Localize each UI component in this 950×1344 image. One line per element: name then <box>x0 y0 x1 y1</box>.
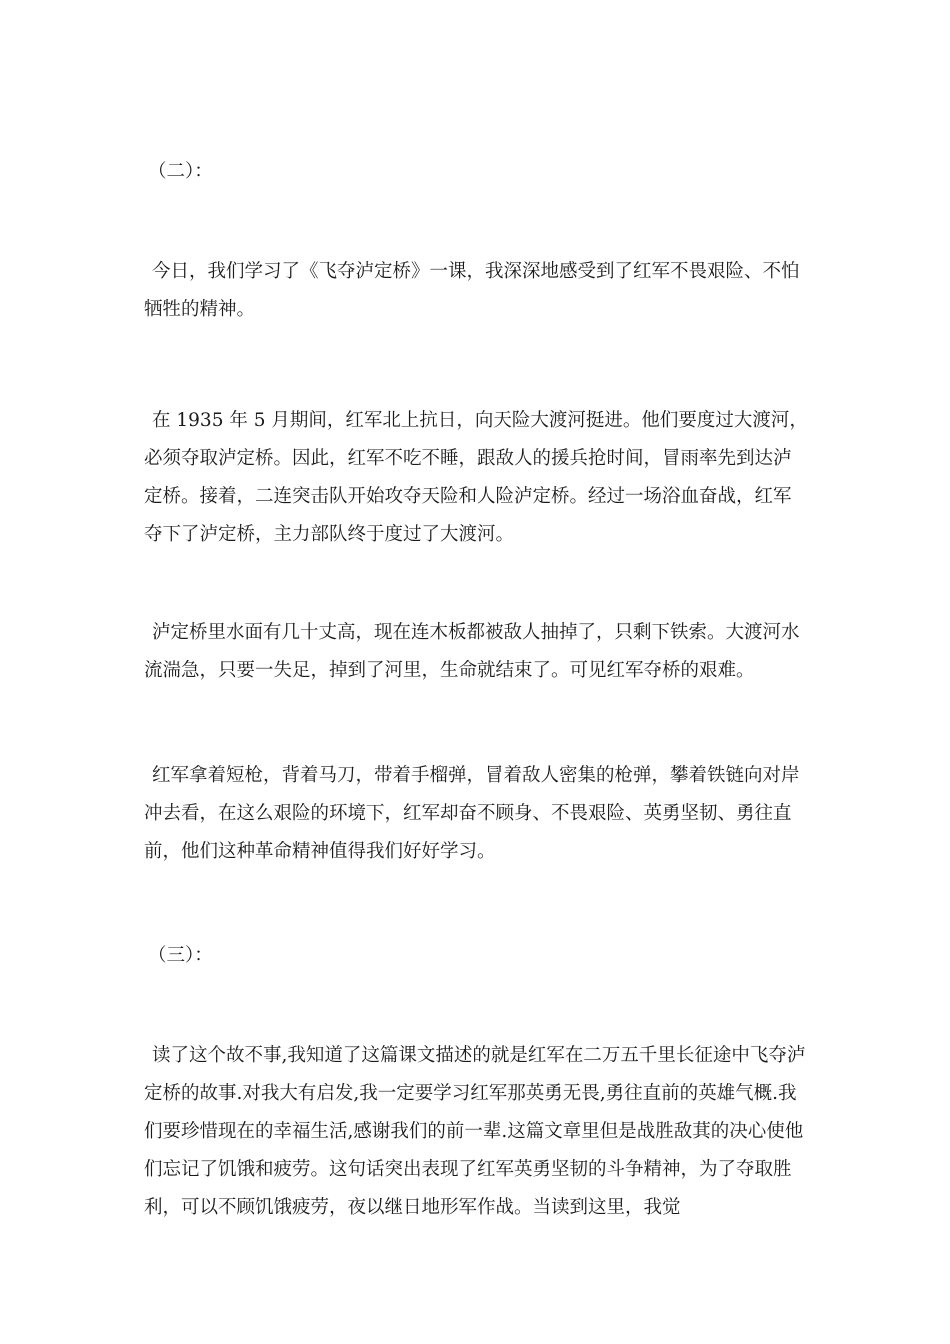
paragraph-3: 泸定桥里水面有几十丈高，现在连木板都被敌人抽掉了，只剩下铁索。大渡河水流湍急，只要一失足，掉到了河里，生命就结束了。可见红军夺桥的艰难。 <box>144 622 800 681</box>
paragraph-2: 在 1935 年 5 月期间，红军北上抗日，向天险大渡河挺进。他们要度过大渡河，必须夺取泸定桥。因此，红军不吃不睡，跟敌人的援兵抢时间，冒雨率先到达泸定桥。接着，二连突击队开始攻夺天险和人险泸定桥。经过一场浴血奋战，红军夺下了泸定桥，主力部队终于度过了大渡河。 <box>144 410 808 545</box>
section-heading-3: （三）： <box>148 945 213 966</box>
paragraph-1: 今日，我们学习了《飞夺泸定桥》一课，我深深地感受到了红军不畏艰险、不怕牺牲的精神。 <box>144 261 800 320</box>
paragraph-5: 读了这个故不事,我知道了这篇课文描述的就是红军在二万五千里长征途中飞夺泸定桥的故事.对我大有启发,我一定要学习红军那英勇无畏,勇往直前的英雄气概.我们要珍惜现在的幸福生活,感谢我们的前一辈.这篇文章里但是战胜敌萁的决心使他们忘记了饥饿和疲劳。这句话突出表现了红军英勇坚韧的斗争精神，为了夺取胜利，可以不顾饥饿疲劳，夜以继日地形军作战。当读到这里，我觉 <box>144 1045 806 1218</box>
section-heading-2: （二）： <box>148 161 213 182</box>
paragraph-4: 红军拿着短枪，背着马刀，带着手榴弹，冒着敌人密集的枪弹，攀着铁链向对岸冲去看，在这么艰险的环境下，红军却奋不顾身、不畏艰险、英勇坚韧、勇往直前，他们这种革命精神值得我们好好学习。 <box>144 765 800 862</box>
